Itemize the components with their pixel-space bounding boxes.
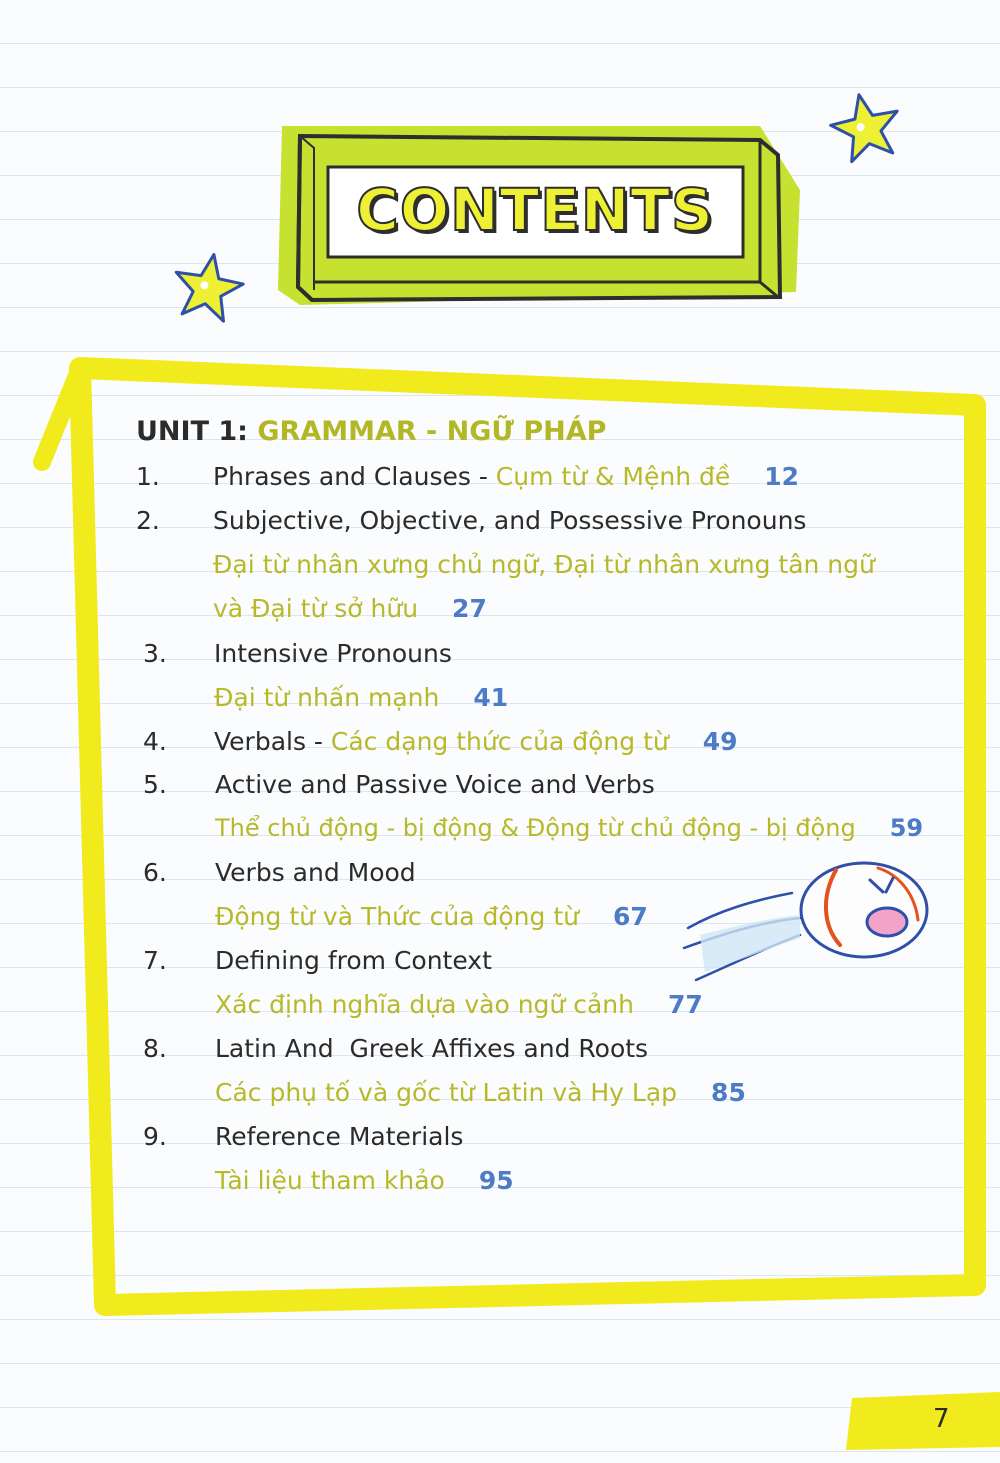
item-number: 4. [143, 727, 167, 756]
item-number: 3. [143, 639, 167, 668]
item-page: 95 [478, 1166, 514, 1195]
item-number: 7. [143, 946, 167, 975]
item-page: 85 [711, 1078, 746, 1107]
item-english: Active and Passive Voice and Verbs [215, 770, 655, 799]
page-number-tab [846, 1392, 1000, 1450]
item-vietnamese: Các phụ tố và gốc từ Latin và Hy Lạp [215, 1078, 678, 1107]
list-item-subtitle [213, 550, 875, 579]
item-vietnamese: Đại từ nhấn mạnh [214, 683, 440, 712]
item-page: 67 [612, 902, 648, 931]
list-item-title [215, 946, 492, 975]
item-page: 49 [702, 727, 738, 756]
item-page: 77 [667, 990, 703, 1019]
item-vietnamese: Tài liệu tham khảo [215, 1166, 445, 1195]
unit-prefix: UNIT 1: [136, 416, 248, 447]
list-item [143, 946, 167, 975]
list-item-subtitle [215, 902, 648, 931]
item-english: Reference Materials [215, 1122, 464, 1151]
list-item-title [214, 727, 738, 756]
list-item-subtitle [215, 990, 703, 1019]
item-number: 9. [143, 1122, 167, 1151]
list-item [136, 462, 160, 491]
list-item [143, 858, 167, 887]
contents-title: CONTENTS [356, 176, 714, 244]
item-vietnamese: Xác định nghĩa dựa vào ngữ cảnh [215, 990, 634, 1019]
list-item-title [215, 858, 416, 887]
item-vietnamese: Thể chủ động - bị động & Động từ chủ động - bị động [215, 814, 856, 842]
list-item-title [213, 506, 806, 535]
item-english: Verbals [214, 727, 306, 756]
item-separator: - [305, 727, 331, 756]
list-item-subtitle [215, 1078, 746, 1107]
item-english: Subjective, Objective, and Possessive Pronouns [213, 506, 807, 535]
star-icon [169, 249, 247, 324]
item-vietnamese: Động từ và Thức của động từ [215, 902, 579, 931]
item-english: Defining from Context [215, 946, 492, 975]
list-item-title [215, 1122, 463, 1151]
item-page: 12 [764, 462, 800, 491]
item-vietnamese: Đại từ nhân xưng chủ ngữ, Đại từ nhân xưng tân ngữ [213, 550, 875, 579]
item-english: Intensive Pronouns [214, 639, 452, 668]
unit-heading [136, 416, 606, 447]
list-item-subtitle [214, 683, 508, 712]
list-item-title [214, 639, 452, 668]
list-item [143, 770, 167, 799]
list-item [143, 727, 167, 756]
unit-title: GRAMMAR - NGỮ PHÁP [257, 416, 607, 447]
item-number: 5. [143, 770, 167, 799]
page-number: 7 [933, 1404, 950, 1434]
list-item-title [215, 770, 655, 799]
item-page: 59 [889, 814, 924, 842]
item-page: 41 [473, 683, 509, 712]
star-icon [826, 88, 906, 165]
list-item-title [215, 1034, 648, 1063]
item-number: 8. [143, 1034, 167, 1063]
list-item-subtitle [213, 594, 487, 623]
list-item [143, 639, 167, 668]
item-separator: - [470, 462, 496, 491]
list-item [136, 506, 160, 535]
item-english: Phrases and Clauses [213, 462, 471, 491]
item-vietnamese: Cụm từ & Mệnh đề [495, 462, 731, 491]
list-item [143, 1122, 167, 1151]
item-number: 6. [143, 858, 167, 887]
list-item-subtitle [215, 1166, 514, 1195]
list-item [143, 1034, 167, 1063]
item-number: 2. [136, 506, 160, 535]
item-vietnamese: và Đại từ sở hữu [213, 594, 419, 623]
item-page: 27 [452, 594, 487, 623]
list-item-title [213, 462, 799, 491]
item-number: 1. [136, 462, 160, 491]
list-item-subtitle [215, 814, 923, 842]
ball-doodle-icon [684, 863, 927, 980]
item-english: Verbs and Mood [215, 858, 416, 887]
item-vietnamese: Các dạng thức của động từ [330, 727, 669, 756]
item-english: Latin And Greek Affixes and Roots [215, 1034, 649, 1063]
